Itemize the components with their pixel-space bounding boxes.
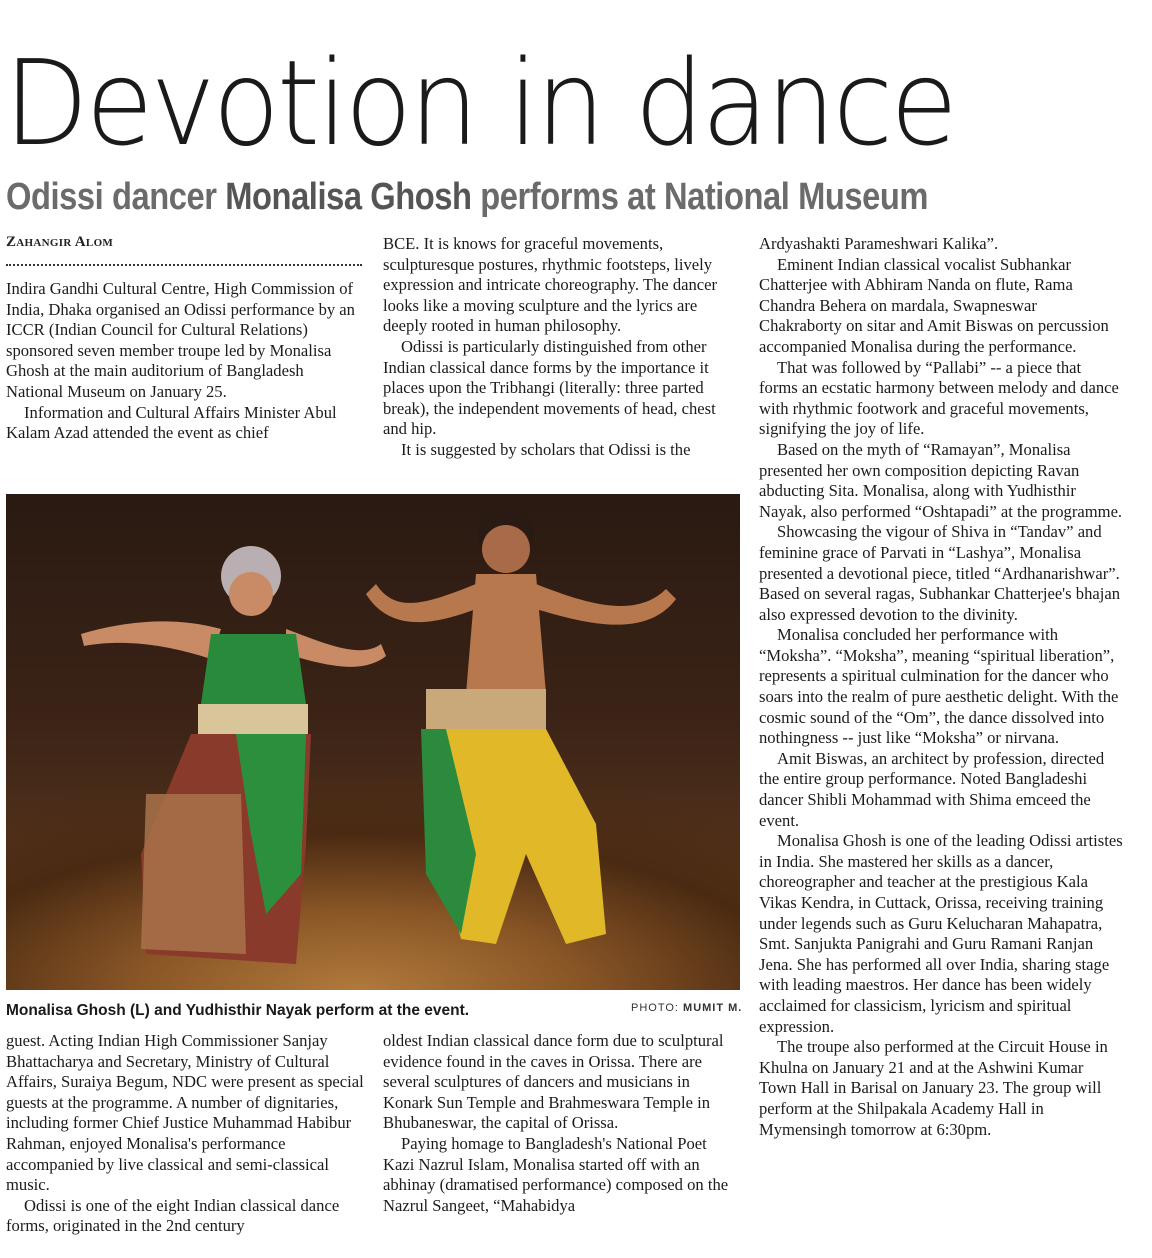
paragraph: Based on the myth of “Ramayan”, Monalisa presented her own composition depicting Ravan abducting Sita. Monalisa, along with Yudhisthir Nayak, also performed “Oshtapadi” at the programme. (759, 439, 1123, 521)
paragraph: oldest Indian classical dance form due to sculptural evidence found in the caves in Orissa. There are several sculptures of dancers and musicians in Konark Sun Temple and Brahmeswara Temple in Bhubaneswar, the capital of Orissa. (383, 1031, 724, 1133)
article-column-2-bottom (383, 1031, 735, 1251)
paragraph: Monalisa concluded her performance with “Moksha”. “Moksha”, meaning “spiritual liberation”, represents a spiritual culmination for the dancer who soars into the realm of pure aesthetic delight. With the cosmic sound of the “Om”, the dance dissolved into nothingness -- just like “Moksha” or nirvana. (759, 625, 1119, 748)
female-dancer-figure (81, 546, 386, 964)
article-column-1-top (6, 279, 364, 487)
paragraph: Odissi is one of the eight Indian classical dance forms, originated in the 2nd century (6, 1195, 340, 1236)
photo-credit (631, 1002, 741, 1014)
paragraph: guest. Acting Indian High Commissioner Sanjay Bhattacharya and Secretary, Ministry of Cultural Affairs, Suraiya Begum, NDC were present as special guests at the programme. A number of dignitaries, including former Chief Justice Muhammad Habibur Rahman, enjoyed Monalisa's performance accompanied by live classical and semi-classical music. (6, 1031, 364, 1195)
paragraph: Information and Cultural Affairs Minister Abul Kalam Azad attended the event as chief (6, 402, 337, 443)
subheadline (6, 173, 928, 221)
paragraph: Amit Biswas, an architect by profession, directed the entire group performance. Noted Bangladeshi dancer Shibli Mohammad with Shima emceed the event. (759, 748, 1105, 830)
dance-photo (6, 494, 740, 990)
paragraph: Odissi is particularly distinguished from other Indian classical dance forms by the importance it places upon the Tribhangi (literally: three parted break), the independent movements of head, chest and hip. (383, 336, 716, 439)
paragraph: Indira Gandhi Cultural Centre, High Commission of India, Dhaka organised an Odissi performance by an ICCR (Indian Council for Cultural Relations) sponsored seven member troupe led by Monalisa Ghosh at the main auditorium of Bangladesh National Museum on January 25. (6, 279, 355, 401)
article-column-2-top (383, 234, 733, 482)
photo-credit-label: PHOTO: (631, 1002, 684, 1014)
article-column-3 (759, 234, 1123, 1254)
paragraph: BCE. It is knows for graceful movements, sculpturesque postures, rhythmic footsteps, lively expression and intricate choreography. The dancer looks like a moving sculpture and the lyrics are deeply rooted in human philosophy. (383, 234, 718, 336)
paragraph: Paying homage to Bangladesh's National Poet Kazi Nazrul Islam, Monalisa started off with an abhinay (dramatised performance) composed on the Nazrul Sangeet, “Mahabidya (383, 1133, 729, 1215)
subhead-after: performs at National Museum (471, 176, 929, 218)
paragraph: It is suggested by scholars that Odissi is the (401, 439, 691, 459)
subhead-before: Odissi dancer (6, 176, 226, 218)
byline: Zahangir Alom (6, 234, 362, 266)
dancers-illustration (6, 494, 740, 990)
paragraph: Monalisa Ghosh is one of the leading Odissi artistes in India. She mastered her skills as a dancer, choreographer and teacher at the prestigious Kala Vikas Kendra, in Cuttack, Orissa, receiving training under legends such as Guru Kelucharan Mahapatra, Smt. Sanjukta Panigrahi and Guru Ramani Ranjan Jena. She has performed all over India, sharing stage with leading maestros. Her dance has been widely acclaimed for classicism, lyricism and spiritual expression. (759, 831, 1123, 1036)
paragraph: That was followed by “Pallabi” -- a piece that forms an ecstatic harmony between melody and dance with rhythmic footwork and graceful movements, signifying the joy of life. (759, 357, 1119, 439)
photographer-name: MUMIT M. (683, 1002, 743, 1014)
paragraph: Showcasing the vigour of Shiva in “Tandav” and feminine grace of Parvati in “Lashya”, Monalisa presented a devotional piece, titled “Ardhanarishwar”. Based on several ragas, Subhankar Chatterjee's bhajan also expressed devotion to the divinity. (759, 522, 1121, 624)
subhead-dancer-name: Monalisa Ghosh (225, 176, 472, 218)
photo-caption: Monalisa Ghosh (L) and Yudhisthir Nayak perform at the event. (6, 1002, 470, 1019)
headline: Devotion in dance (4, 34, 956, 172)
paragraph: The troupe also performed at the Circuit House in Khulna on January 21 and at the Ashwini Kumar Town Hall in Barisal on January 23. The group will perform at the Shilpakala Academy Hall in Mymensingh tomorrow at 6:30pm. (759, 1037, 1108, 1139)
paragraph: Eminent Indian classical vocalist Subhankar Chatterjee with Abhiram Nanda on flute, Rama Chandra Behera on mardala, Swapneswar Chakraborty on sitar and Amit Biswas on percussion accompanied Monalisa during the performance. (759, 254, 1109, 356)
male-dancer-figure (366, 506, 676, 944)
article-column-1-bottom (6, 1031, 364, 1251)
paragraph: Ardyashakti Parameshwari Kalika”. (759, 234, 999, 253)
